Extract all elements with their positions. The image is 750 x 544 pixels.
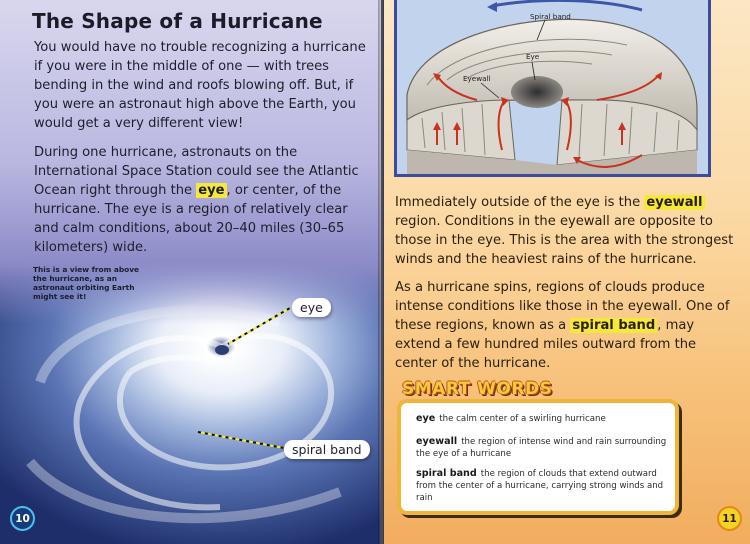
diagram-label-spiral-band: Spiral band bbox=[530, 12, 571, 21]
right-page bbox=[384, 0, 750, 544]
definition-text-spiral-band: the region of clouds that extend outward from the center of a hurricane, carrying strong winds and rain bbox=[416, 469, 664, 503]
photo-caption: This is a view from above the hurricane, as an astronaut orbiting Earth might see it! bbox=[33, 265, 140, 301]
eyewall-paragraph-text-end: region. Conditions in the eyewall are opposite to those in the eye. This is the area with the strongest winds and the heaviest rains of the hurricane. bbox=[395, 214, 734, 267]
spiral-paragraph-text: As a hurricane spins, regions of clouds produce intense conditions like those in the eyewall. One of these regions, known as a bbox=[395, 280, 730, 333]
definition-text-eyewall: the region of intense wind and rain surrounding the eye of a hurricane bbox=[416, 437, 667, 459]
highlight-spiral-band: spiral band bbox=[572, 318, 656, 333]
cross-section-illustration bbox=[397, 0, 708, 174]
highlight-eye: eye bbox=[198, 183, 225, 198]
page-title: The Shape of a Hurricane bbox=[32, 9, 323, 33]
definition-spiral-band bbox=[416, 468, 676, 504]
label-eye: eye bbox=[292, 298, 331, 317]
smart-words-heading: SMART WORDS bbox=[402, 379, 553, 399]
highlight-eyewall: eyewall bbox=[646, 195, 703, 210]
page-number-left: 10 bbox=[10, 506, 35, 531]
smart-words-box bbox=[397, 399, 679, 515]
intro-paragraph: You would have no trouble recognizing a hurricane if you were in the middle of one — with trees bending in the wind and roofs blowing off. But, if you were an astronaut high above the Earth, you would get a very different view! bbox=[34, 40, 366, 131]
term-spiral-band: spiral band bbox=[416, 468, 477, 479]
spiral-paragraph-text-end: , may extend a few hundred miles outward from the center of the hurricane. bbox=[395, 318, 697, 371]
page-number-right: 11 bbox=[717, 506, 742, 531]
label-spiral-band: spiral band bbox=[284, 440, 370, 459]
spiral-band-paragraph bbox=[395, 278, 740, 373]
eyewall-paragraph-text: Immediately outside of the eye is the bbox=[395, 195, 645, 210]
eye-paragraph-text: During one hurricane, astronauts on the International Space Station could see the Atlantic Ocean right through the bbox=[34, 145, 359, 198]
definition-eyewall bbox=[416, 436, 676, 460]
term-eye: eye bbox=[416, 413, 436, 424]
eye-paragraph bbox=[34, 143, 370, 257]
definition-text-eye: the calm center of a swirling hurricane bbox=[439, 414, 606, 424]
diagram-label-eyewall: Eyewall bbox=[463, 74, 491, 83]
hurricane-cross-section-diagram bbox=[394, 0, 711, 177]
term-eyewall: eyewall bbox=[416, 436, 458, 447]
eye-paragraph-text-end: , or center, of the hurricane. The eye is a region of relatively clear and calm conditions, about 20–40 miles (30–65 kilometers) wide. bbox=[34, 183, 348, 255]
eyewall-paragraph bbox=[395, 193, 740, 269]
diagram-label-eye: Eye bbox=[526, 52, 540, 61]
definition-eye bbox=[416, 413, 676, 425]
